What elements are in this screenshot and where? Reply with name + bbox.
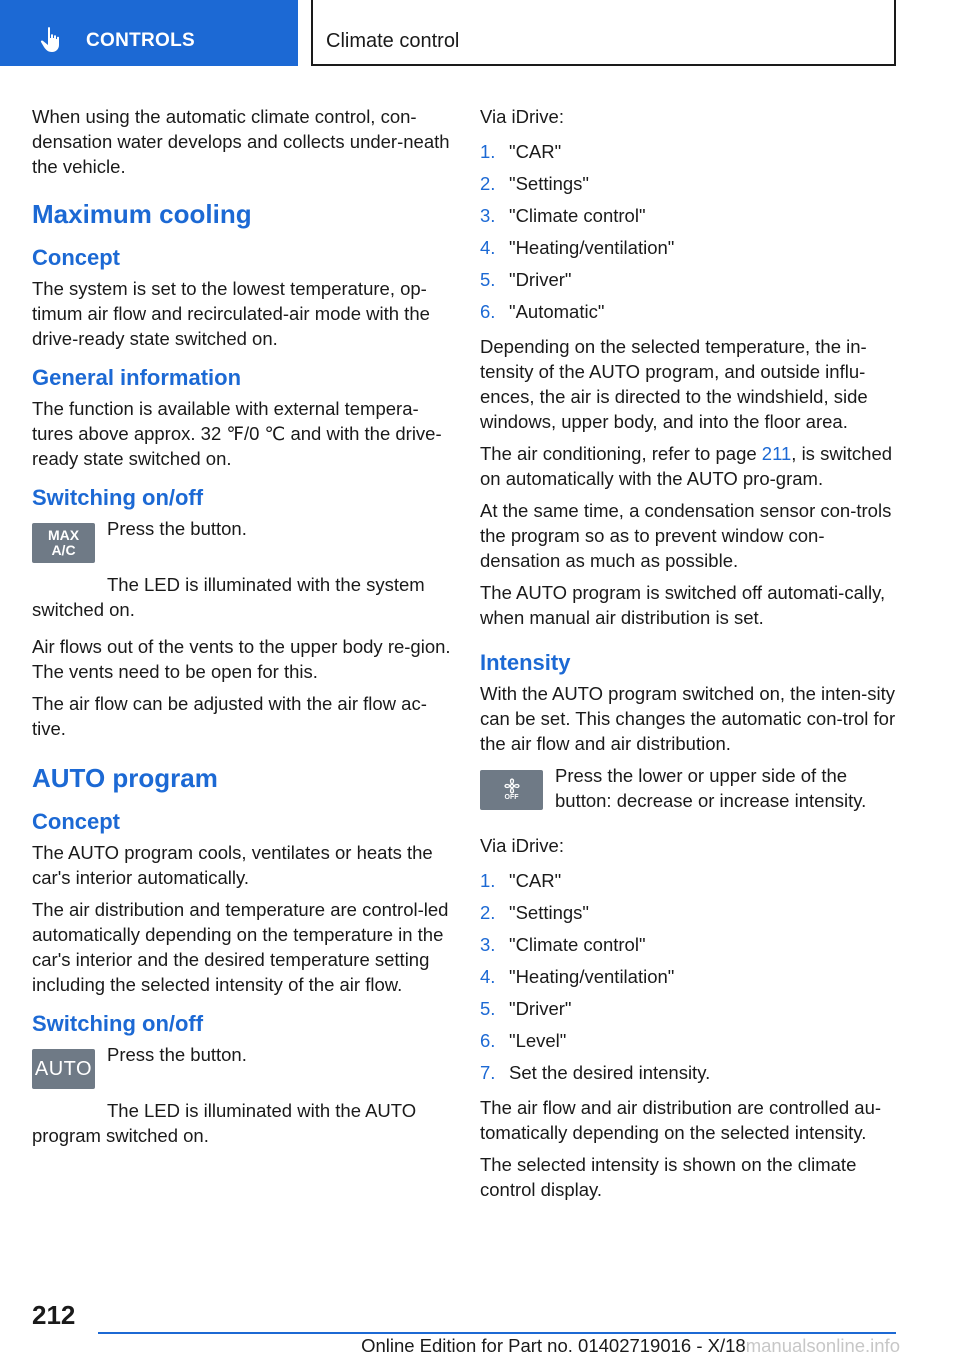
footer-edition: Online Edition for Part no. 01402719016 - X/18manualsonline.info — [361, 1335, 900, 1356]
heading-maximum-cooling: Maximum cooling — [32, 199, 252, 229]
auto-concept-text-1: The AUTO program cools, ventilates or heats the car's interior automatically. — [32, 842, 433, 888]
concept-text: The system is set to the lowest temperature, op-timum air flow and recirculated-air mode with the drive-ready state switched on. — [32, 278, 430, 349]
step-number: 1. — [480, 870, 496, 891]
step-number: 7. — [480, 1062, 496, 1083]
step-number: 2. — [480, 902, 496, 923]
step-text: "Driver" — [509, 998, 572, 1019]
step-number: 3. — [480, 205, 496, 226]
led-text: The LED is illuminated with the system switched on. — [32, 574, 425, 620]
page-ref-link[interactable]: 211 — [761, 443, 792, 464]
watermark: manualsonline.info — [745, 1335, 900, 1356]
step-number: 5. — [480, 269, 496, 290]
heading-auto-program: AUTO program — [32, 763, 218, 793]
controlled-text: The air flow and air distribution are controlled au-tomatically depending on the selected intensity. — [480, 1097, 882, 1143]
max-ac-button-icon: MAX A/C — [32, 523, 95, 563]
airflow-text: Air flows out of the vents to the upper body re-gion. The vents need to be open for this. — [32, 636, 451, 682]
fan-intensity-button-icon — [480, 770, 543, 810]
auto-press-text: Press the button. — [107, 1044, 247, 1065]
step-text: "Heating/ventilation" — [509, 237, 675, 258]
step-text: "Automatic" — [509, 301, 605, 322]
automatic-step-5 — [480, 264, 900, 296]
chapter-title: Climate control — [326, 30, 460, 52]
step-number: 4. — [480, 966, 496, 987]
fan-icon — [504, 778, 520, 794]
automatic-step-1 — [480, 136, 900, 168]
heading-auto-concept: Concept — [32, 809, 120, 834]
press-text: Press the button. — [107, 518, 247, 539]
intensity-block — [480, 763, 900, 833]
intro-text: When using the automatic climate control, con-densation water develops and collects under-neath the vehicle. — [32, 106, 450, 177]
level-step-2 — [480, 897, 900, 929]
idrive-steps-level — [480, 865, 900, 1089]
sensor-text: At the same time, a condensation sensor con-trols the program so as to prevent window con-densation as much as possible. — [480, 500, 892, 571]
ac-text: The air conditioning, refer to page 211, is switched on automatically with the AUTO pro-gram. — [480, 443, 893, 489]
footer-divider — [98, 1332, 896, 1334]
page-number: 212 — [32, 1300, 76, 1330]
level-step-3 — [480, 929, 900, 961]
heading-auto-switching: Switching on/off — [32, 1011, 204, 1036]
step-text: "Level" — [509, 1030, 567, 1051]
step-text: "Climate control" — [509, 205, 646, 226]
step-number: 1. — [480, 141, 496, 162]
step-text: "Settings" — [509, 902, 589, 923]
level-step-6 — [480, 1025, 900, 1057]
via-idrive-label-2: Via iDrive: — [480, 835, 564, 856]
step-text: "CAR" — [509, 141, 562, 162]
left-column — [32, 104, 452, 1155]
automatic-step-3 — [480, 200, 900, 232]
depending-text: Depending on the selected temperature, the in-tensity of the AUTO program, and outside influ-ences, the air is directed to the windshield, side windows, upper body, and into the floor area. — [480, 336, 868, 432]
step-number: 2. — [480, 173, 496, 194]
level-step-7 — [480, 1057, 900, 1089]
automatic-step-4 — [480, 232, 900, 264]
level-step-5 — [480, 993, 900, 1025]
automatic-step-6 — [480, 296, 900, 328]
step-number: 3. — [480, 934, 496, 955]
automatic-step-2 — [480, 168, 900, 200]
step-text: Set the desired intensity. — [509, 1062, 711, 1083]
heading-switching-on-off: Switching on/off — [32, 485, 204, 510]
auto-button-icon: AUTO — [32, 1049, 95, 1089]
general-text: The function is available with external tempera-tures above approx. 32 ℉/0 ℃ and with the drive-ready state switched on. — [32, 398, 442, 469]
display-text: The selected intensity is shown on the climate control display. — [480, 1154, 857, 1200]
heading-general-information: General information — [32, 365, 242, 390]
level-step-4 — [480, 961, 900, 993]
auto-block — [32, 1042, 452, 1106]
section-tab — [0, 0, 298, 66]
heading-concept: Concept — [32, 245, 120, 270]
auto-led-text: The LED is illuminated with the AUTO program switched on. — [32, 1100, 417, 1146]
heading-intensity: Intensity — [480, 650, 571, 675]
section-label: CONTROLS — [86, 30, 196, 51]
adjust-text: The air flow can be adjusted with the air flow ac-tive. — [32, 693, 427, 739]
level-step-1 — [480, 865, 900, 897]
step-number: 4. — [480, 237, 496, 258]
via-idrive-label: Via iDrive: — [480, 106, 564, 127]
auto-concept-text-2: The air distribution and temperature are control-led automatically depending on the temperature in the car's interior and the desired temperature setting including the selected intensity of the air flow. — [32, 899, 449, 995]
max-ac-block — [32, 516, 452, 580]
step-text: "Settings" — [509, 173, 589, 194]
off-label: OFF — [504, 794, 519, 801]
step-text: "CAR" — [509, 870, 562, 891]
step-text: "Climate control" — [509, 934, 646, 955]
intensity-text: With the AUTO program switched on, the inten-sity can be set. This changes the automatic con-trol for the air flow and air distribution. — [480, 683, 896, 754]
step-number: 6. — [480, 1030, 496, 1051]
step-text: "Heating/ventilation" — [509, 966, 675, 987]
off-text: The AUTO program is switched off automati-cally, when manual air distribution is set. — [480, 582, 886, 628]
hand-pointer-icon — [40, 26, 64, 54]
step-number: 6. — [480, 301, 496, 322]
step-number: 5. — [480, 998, 496, 1019]
step-text: "Driver" — [509, 269, 572, 290]
right-column — [480, 104, 900, 1209]
intensity-press-text: Press the lower or upper side of the button: decrease or increase intensity. — [555, 765, 867, 811]
idrive-steps-automatic — [480, 136, 900, 328]
